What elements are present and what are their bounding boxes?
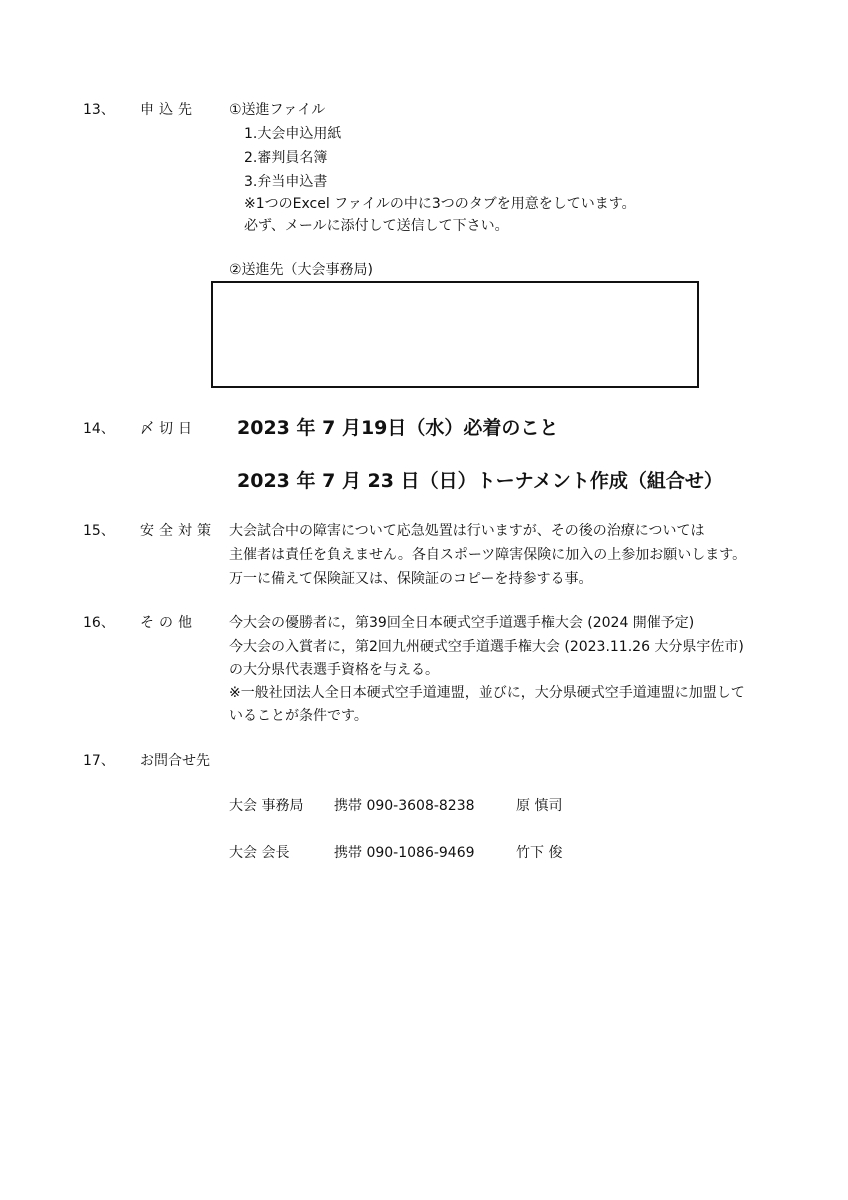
other-line: ※一般社団法人全日本硬式空手道連盟，並びに，大分県硬式空手道連盟に加盟して: [229, 685, 745, 701]
section-17-label: お問合せ先: [140, 753, 210, 769]
other-line: いることが条件です。: [229, 708, 368, 724]
contact-role: 大会 事務局: [229, 798, 304, 814]
safety-line: 大会試合中の障害について応急処置は行いますが、その後の治療については: [229, 523, 705, 539]
contact-phone: 携帯 090-1086-9469: [334, 845, 475, 861]
tournament-creation-line: 2023 年 7 月 23 日（日）トーナメント作成（組合せ）: [237, 470, 723, 492]
section-15-number: 15、: [83, 523, 115, 539]
destination-box: [211, 281, 699, 388]
section-17-number: 17、: [83, 753, 115, 769]
contact-phone: 携帯 090-3608-8238: [334, 798, 475, 814]
contact-role: 大会 会長: [229, 845, 290, 861]
section-14-number: 14、: [83, 421, 115, 437]
section-16-label: その他: [140, 615, 197, 631]
send-destination-heading: ②送進先（大会事務局): [229, 262, 374, 278]
other-line: の大分県代表選手資格を与える。: [229, 662, 439, 678]
list-item-lunch-form: 3.弁当申込書: [244, 174, 328, 190]
contact-name: 原 慎司: [516, 798, 563, 814]
safety-line: 万一に備えて保険証又は、保険証のコピーを持参する事。: [229, 571, 593, 587]
section-14-label: 〆切日: [140, 421, 197, 437]
safety-line: 主催者は責任を負えません。各自スポーツ障害保険に加入の上参加お願いします。: [229, 547, 747, 563]
section-13-number: 13、: [83, 102, 115, 118]
excel-note: ※1つのExcel ファイルの中に3つのタブを用意をしています。: [244, 196, 636, 212]
other-line: 今大会の入賞者に，第2回九州硬式空手道選手権大会 (2023.11.26 大分県宇佐市): [229, 639, 744, 655]
other-line: 今大会の優勝者に，第39回全日本硬式空手道選手権大会 (2024 開催予定): [229, 615, 695, 631]
send-file-heading: ①送進ファイル: [229, 102, 326, 118]
deadline-line: 2023 年 7 月19日（水）必着のこと: [237, 417, 559, 439]
section-16-number: 16、: [83, 615, 115, 631]
list-item-referee-list: 2.審判員名簿: [244, 150, 328, 166]
contact-name: 竹下 俊: [516, 845, 563, 861]
section-13-label: 申込先: [140, 102, 197, 118]
section-15-label: 安全対策: [140, 523, 216, 539]
email-note: 必ず、メールに添付して送信して下さい。: [244, 218, 509, 234]
list-item-entry-form: 1.大会申込用紙: [244, 126, 342, 142]
